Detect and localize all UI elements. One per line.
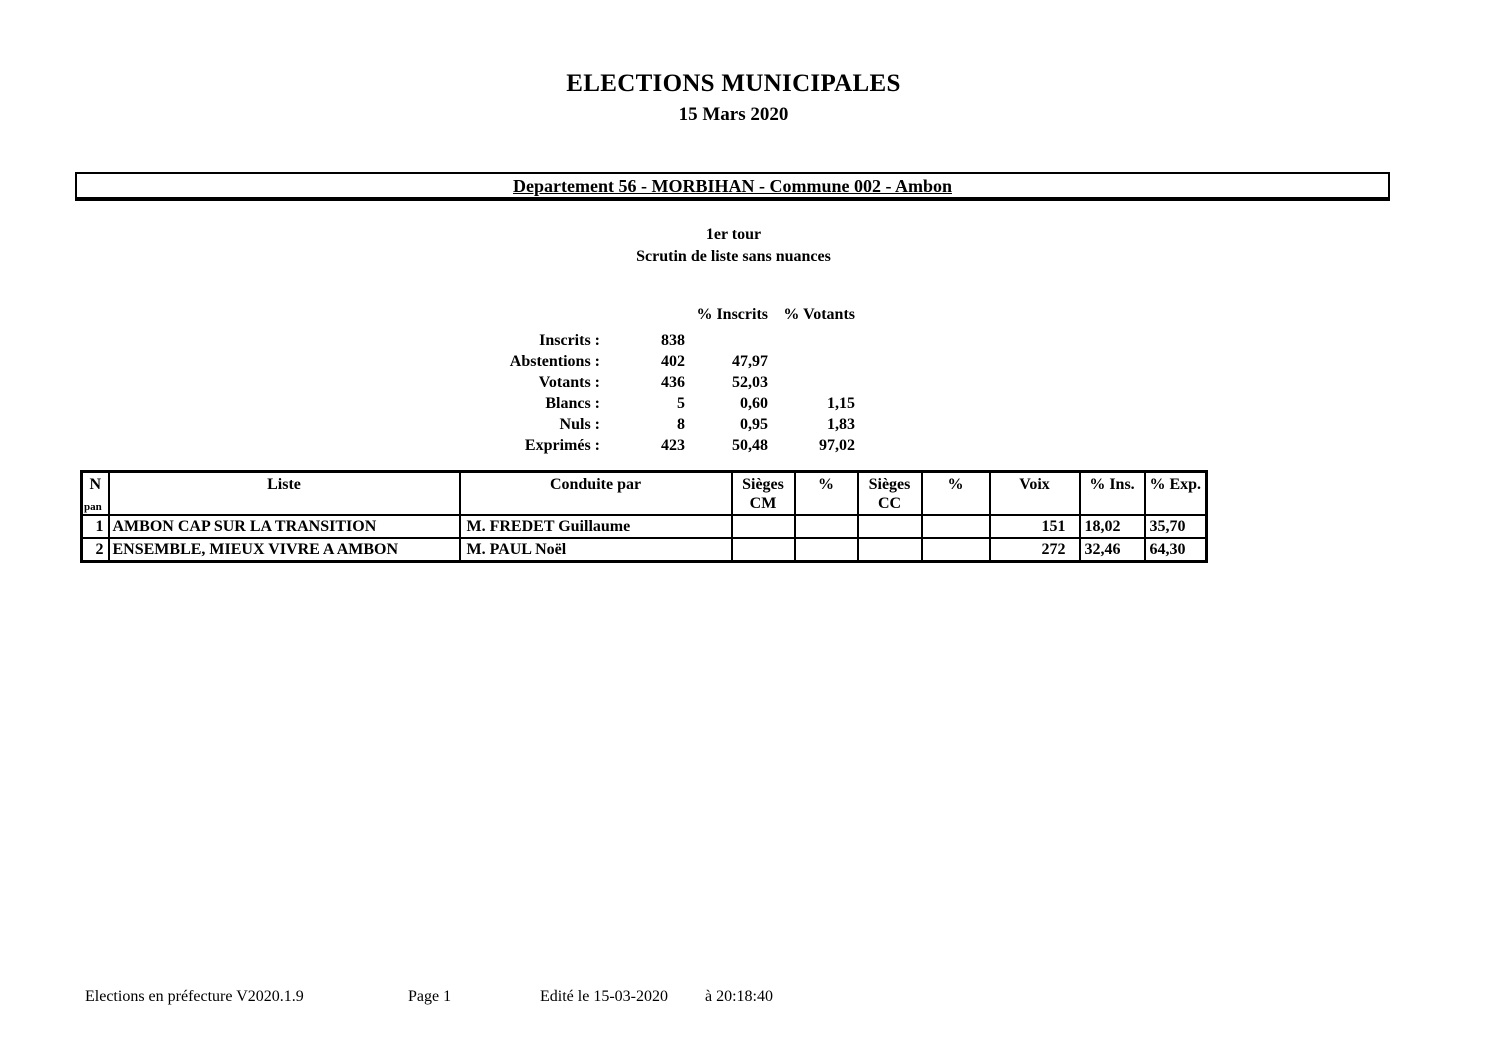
pct-cm-value bbox=[795, 538, 858, 562]
stats-pct-inscrits: 50,48 bbox=[732, 437, 768, 454]
pct-exp-value: 64,30 bbox=[1145, 538, 1207, 562]
voix-value: 272 bbox=[990, 538, 1080, 562]
stats-value: 402 bbox=[661, 353, 685, 370]
stats-pct-inscrits bbox=[685, 330, 768, 351]
stats-label: Nuls : bbox=[559, 416, 600, 433]
footer-app-version: Elections en préfecture V2020.1.9 bbox=[85, 988, 304, 1005]
list-leader: M. PAUL Noël bbox=[460, 538, 732, 562]
stats-pct-votants bbox=[768, 372, 855, 393]
stats-header-row bbox=[420, 304, 855, 325]
stats-row-exprimes bbox=[420, 435, 855, 456]
footer-page-number: Page 1 bbox=[408, 988, 452, 1005]
stats-value: 436 bbox=[661, 374, 685, 391]
pct-exp-value: 35,70 bbox=[1145, 515, 1207, 538]
stats-row-nuls bbox=[420, 414, 855, 435]
stats-row-blancs bbox=[420, 393, 855, 414]
stats-row-inscrits bbox=[420, 330, 855, 351]
results-row-1 bbox=[82, 515, 1207, 538]
sieges-cm-value bbox=[732, 515, 795, 538]
col-header-pct-cc: % bbox=[922, 472, 990, 516]
stats-value: 423 bbox=[661, 437, 685, 454]
stats-pct-inscrits: 47,97 bbox=[732, 353, 768, 370]
col-header-conduite-par: Conduite par bbox=[460, 472, 732, 516]
stats-pct-votants bbox=[768, 351, 855, 372]
list-name: ENSEMBLE, MIEUX VIVRE A AMBON bbox=[109, 538, 460, 562]
results-header-row bbox=[82, 472, 1207, 516]
stats-pct-inscrits: 0,60 bbox=[740, 395, 768, 412]
stats-header-pct-votants: % Votants bbox=[783, 306, 855, 323]
col-header-sieges-cm: Sièges CM bbox=[732, 472, 795, 516]
col-header-pct-exp: % Exp. bbox=[1145, 472, 1207, 516]
page-title: ELECTIONS MUNICIPALES bbox=[566, 70, 901, 97]
pct-ins-value: 32,46 bbox=[1080, 538, 1145, 562]
col-header-sieges-cc: Sièges CC bbox=[858, 472, 922, 516]
stats-pct-votants bbox=[768, 330, 855, 351]
scrutin-label: Scrutin de liste sans nuances bbox=[636, 248, 831, 265]
tour-label: 1er tour bbox=[705, 226, 762, 243]
list-number: 2 bbox=[82, 538, 109, 562]
sieges-cc-value bbox=[858, 515, 922, 538]
stats-label: Votants : bbox=[538, 374, 600, 391]
stats-label: Blancs : bbox=[545, 395, 600, 412]
stats-pct-inscrits: 0,95 bbox=[740, 416, 768, 433]
stats-row-abstentions bbox=[420, 351, 855, 372]
col-header-pct-cm: % bbox=[795, 472, 858, 516]
footer-edited-time: à 20:18:40 bbox=[705, 988, 773, 1005]
pct-ins-value: 18,02 bbox=[1080, 515, 1145, 538]
col-header-pct-ins: % Ins. bbox=[1080, 472, 1145, 516]
stats-label: Exprimés : bbox=[524, 437, 600, 454]
pct-cc-value bbox=[922, 538, 990, 562]
department-banner bbox=[75, 172, 1390, 201]
title-block bbox=[0, 70, 1467, 126]
stats-header-pct-inscrits: % Inscrits bbox=[696, 306, 768, 323]
col-header-num-panneau: N pan bbox=[82, 472, 109, 516]
col-header-liste: Liste bbox=[109, 472, 460, 516]
stats-row-votants bbox=[420, 372, 855, 393]
voix-value: 151 bbox=[990, 515, 1080, 538]
stats-label: Abstentions : bbox=[509, 353, 600, 370]
page-footer bbox=[0, 988, 1497, 1008]
results-row-2 bbox=[82, 538, 1207, 562]
election-date: 15 Mars 2020 bbox=[678, 104, 789, 125]
stats-pct-inscrits: 52,03 bbox=[732, 374, 768, 391]
tour-block bbox=[0, 224, 1467, 268]
stats-value: 8 bbox=[677, 416, 685, 433]
list-number: 1 bbox=[82, 515, 109, 538]
list-name: AMBON CAP SUR LA TRANSITION bbox=[109, 515, 460, 538]
stats-pct-votants: 97,02 bbox=[819, 437, 855, 454]
stats-pct-votants: 1,15 bbox=[827, 395, 855, 412]
results-table bbox=[80, 470, 1208, 563]
stats-pct-votants: 1,83 bbox=[827, 416, 855, 433]
department-banner-text: Departement 56 - MORBIHAN - Commune 002 - Ambon bbox=[513, 176, 952, 196]
sieges-cm-value bbox=[732, 538, 795, 562]
pct-cc-value bbox=[922, 515, 990, 538]
footer-edited-date: Edité le 15-03-2020 bbox=[540, 988, 668, 1005]
col-header-voix: Voix bbox=[990, 472, 1080, 516]
stats-value: 838 bbox=[661, 332, 685, 349]
list-leader: M. FREDET Guillaume bbox=[460, 515, 732, 538]
sieges-cc-value bbox=[858, 538, 922, 562]
pct-cm-value bbox=[795, 515, 858, 538]
participation-stats bbox=[420, 304, 855, 456]
stats-label: Inscrits : bbox=[539, 332, 600, 349]
stats-value: 5 bbox=[677, 395, 685, 412]
